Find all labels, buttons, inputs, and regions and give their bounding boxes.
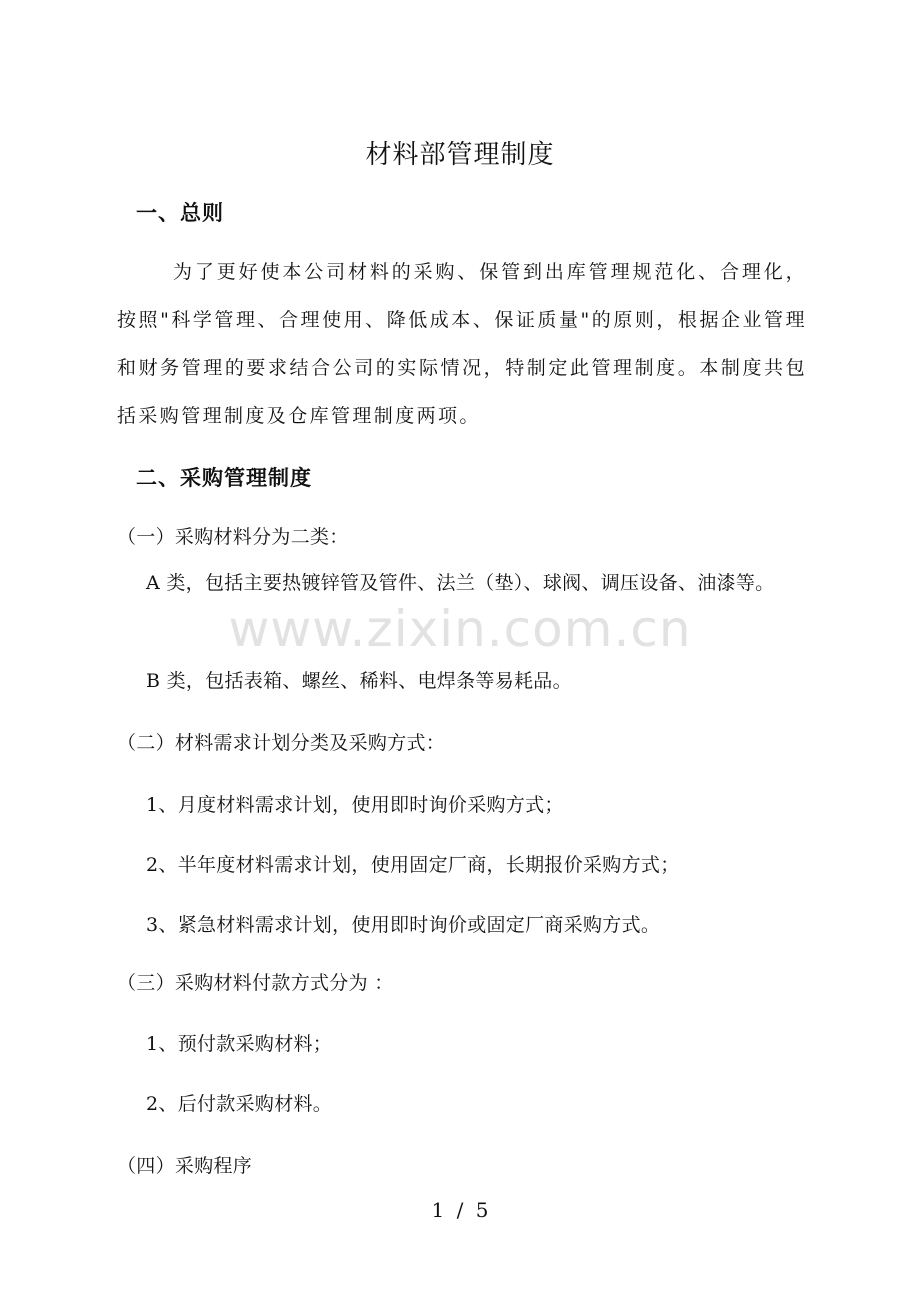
subsection-title-plans: （二）材料需求计划分类及采购方式： (117, 732, 446, 754)
plan-item-3: 3、紧急材料需求计划，使用即时询价或固定厂商采购方式。 (146, 914, 661, 936)
category-item-a: A 类，包括主要热镀锌管及管件、法兰（垫）、球阀、调压设备、油漆等。 (146, 572, 775, 594)
plan-item-2: 2、半年度材料需求计划，使用固定厂商，长期报价采购方式； (146, 854, 680, 876)
subsection-title-payment: （三）采购材料付款方式分为 ： (117, 972, 394, 994)
page-number: 1 / 5 (431, 1198, 489, 1222)
general-paragraph: 为了更好使本公司材料的采购、保管到出库管理规范化、合理化，按照"科学管理、合理使用、降低成本、保证质量"的原则，根据企业管理和财务管理的要求结合公司的实际情况，特制定此管理制度。本制度共包括采购管理制度及仓库管理制度两项。 (117, 261, 807, 427)
section-heading-general: 一、总则 (136, 201, 224, 225)
payment-item-2: 2、后付款采购材料。 (146, 1093, 333, 1115)
document-title: 材料部管理制度 (365, 140, 555, 170)
category-item-b: B 类，包括表箱、螺丝、稀料、电焊条等易耗品。 (146, 670, 572, 692)
section-heading-procurement: 二、采购管理制度 (136, 466, 312, 490)
watermark: www.zixin.com.cn (228, 600, 692, 658)
subsection-title-categories: （一）采购材料分为二类： (117, 526, 349, 548)
plan-item-1: 1、月度材料需求计划，使用即时询价采购方式； (146, 794, 564, 816)
payment-item-1: 1、预付款采购材料； (146, 1033, 333, 1055)
subsection-title-procedure: （四）采购程序 (117, 1155, 253, 1177)
